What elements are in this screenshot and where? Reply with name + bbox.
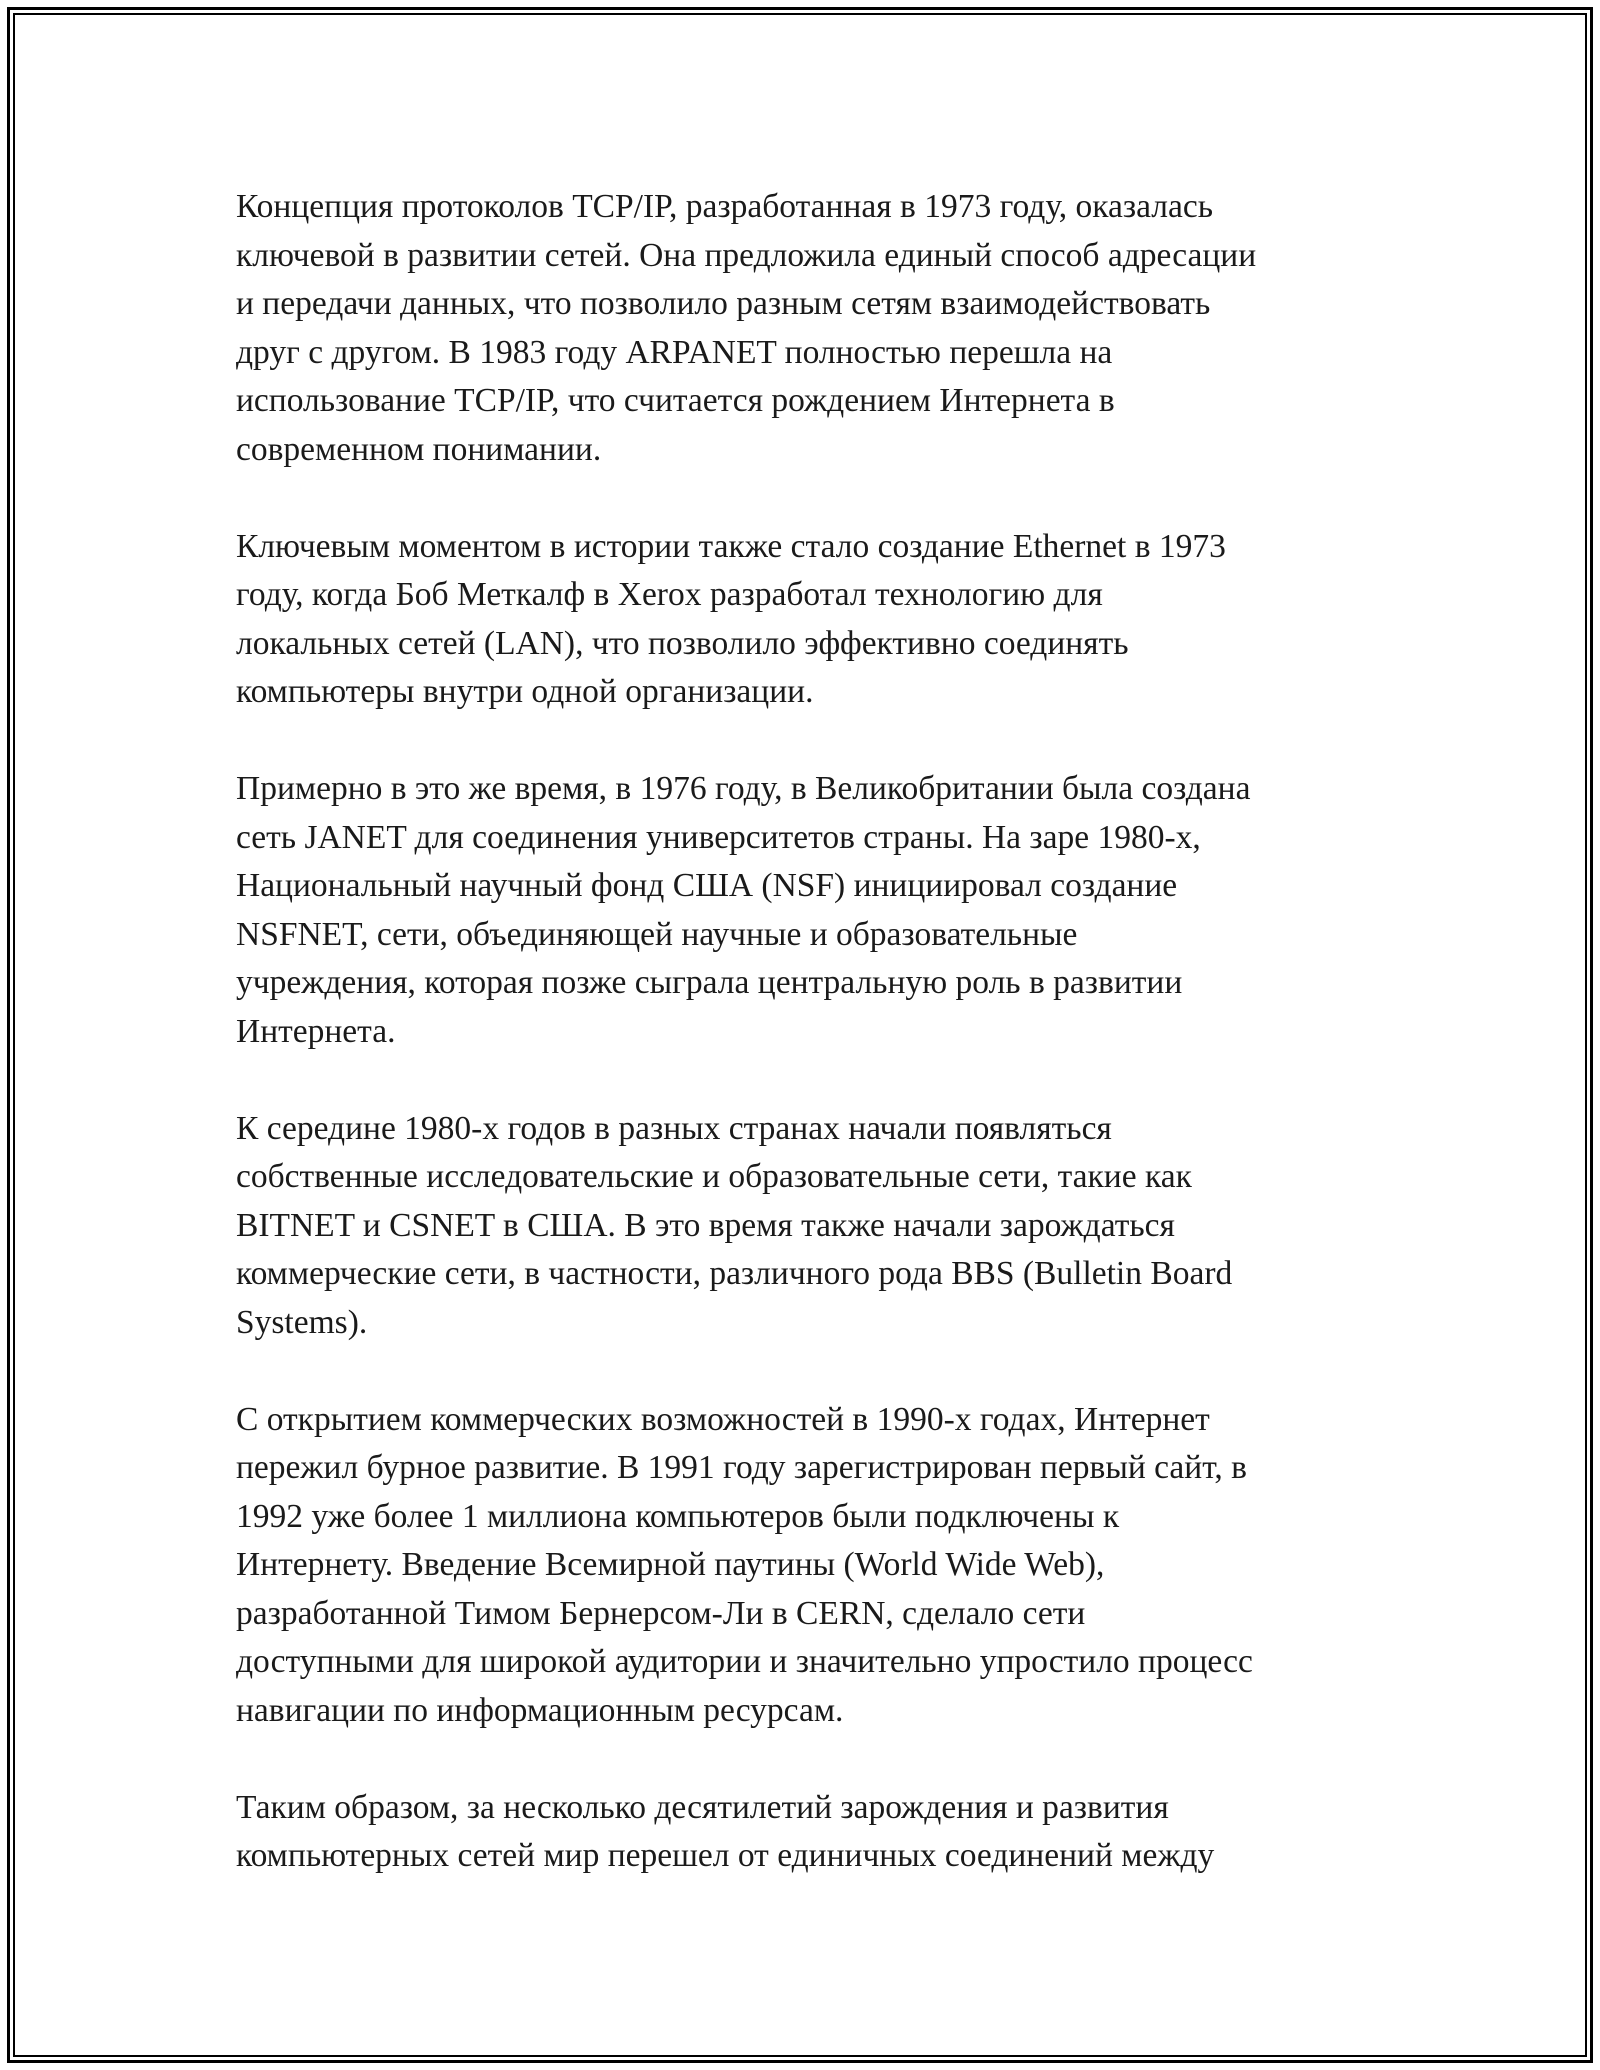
text-line: навигации по информационным ресурсам. bbox=[236, 1691, 844, 1729]
paragraph-conclusion bbox=[236, 1784, 1386, 1881]
text-line: С открытием коммерческих возможностей в 1990-х годах, Интернет bbox=[236, 1400, 1210, 1438]
text-line: ключевой в развитии сетей. Она предложила единый способ адресации bbox=[236, 236, 1257, 274]
text-line: Таким образом, за несколько десятилетий зарождения и развития bbox=[236, 1788, 1169, 1826]
text-line: друг с другом. В 1983 году ARPANET полностью перешла на bbox=[236, 333, 1113, 371]
text-line: сеть JANET для соединения университетов страны. На заре 1980-х, bbox=[236, 818, 1201, 856]
text-line: Интернета. bbox=[236, 1012, 396, 1050]
paragraph-bitnet-csnet bbox=[236, 1105, 1386, 1348]
text-line: К середине 1980-х годов в разных странах начали появляться bbox=[236, 1109, 1112, 1147]
paragraph-1990s-www bbox=[236, 1396, 1386, 1736]
paragraph-janet-nsfnet bbox=[236, 765, 1386, 1056]
text-line: разработанной Тимом Бернерсом-Ли в CERN, сделало сети bbox=[236, 1594, 1086, 1632]
text-line: Systems). bbox=[236, 1303, 368, 1341]
text-line: пережил бурное развитие. В 1991 году зарегистрирован первый сайт, в bbox=[236, 1449, 1247, 1486]
text-line: компьютерных сетей мир перешел от единичных соединений между bbox=[236, 1837, 1215, 1874]
text-line: и передачи данных, что позволило разным сетям взаимодействовать bbox=[236, 285, 1211, 322]
text-line: Интернету. Введение Всемирной паутины (World Wide Web), bbox=[236, 1546, 1105, 1583]
text-line: коммерческие сети, в частности, различного рода BBS (Bulletin Board bbox=[236, 1255, 1233, 1292]
text-line: NSFNET, сети, объединяющей научные и образовательные bbox=[236, 915, 1078, 953]
text-line: Концепция протоколов TCP/IP, разработанная в 1973 году, оказалась bbox=[236, 188, 1213, 225]
paragraph-tcp-ip bbox=[236, 183, 1386, 474]
text-line: использование TCP/IP, что считается рождением Интернета в bbox=[236, 382, 1115, 419]
document-body bbox=[236, 183, 1386, 1929]
text-line: учреждения, которая позже сыграла центральную роль в развитии bbox=[236, 964, 1183, 1001]
text-line: году, когда Боб Меткалф в Xerox разработал технологию для bbox=[236, 576, 1103, 613]
paragraph-ethernet bbox=[236, 523, 1386, 717]
text-line: 1992 уже более 1 миллиона компьютеров были подключены к bbox=[236, 1497, 1120, 1535]
text-line: собственные исследовательские и образовательные сети, такие как bbox=[236, 1158, 1192, 1195]
text-line: компьютеры внутри одной организации. bbox=[236, 673, 814, 710]
text-line: BITNET и CSNET в США. В это время также начали зарождаться bbox=[236, 1206, 1175, 1244]
text-line: Ключевым моментом в истории также стало создание Ethernet в 1973 bbox=[236, 527, 1226, 565]
text-line: доступными для широкой аудитории и значительно упростило процесс bbox=[236, 1643, 1253, 1680]
text-line: Примерно в это же время, в 1976 году, в Великобритании была создана bbox=[236, 770, 1251, 807]
text-line: локальных сетей (LAN), что позволило эффективно соединять bbox=[236, 624, 1129, 662]
text-line: Национальный научный фонд США (NSF) инициировал создание bbox=[236, 867, 1178, 904]
text-line: современном понимании. bbox=[236, 430, 602, 468]
